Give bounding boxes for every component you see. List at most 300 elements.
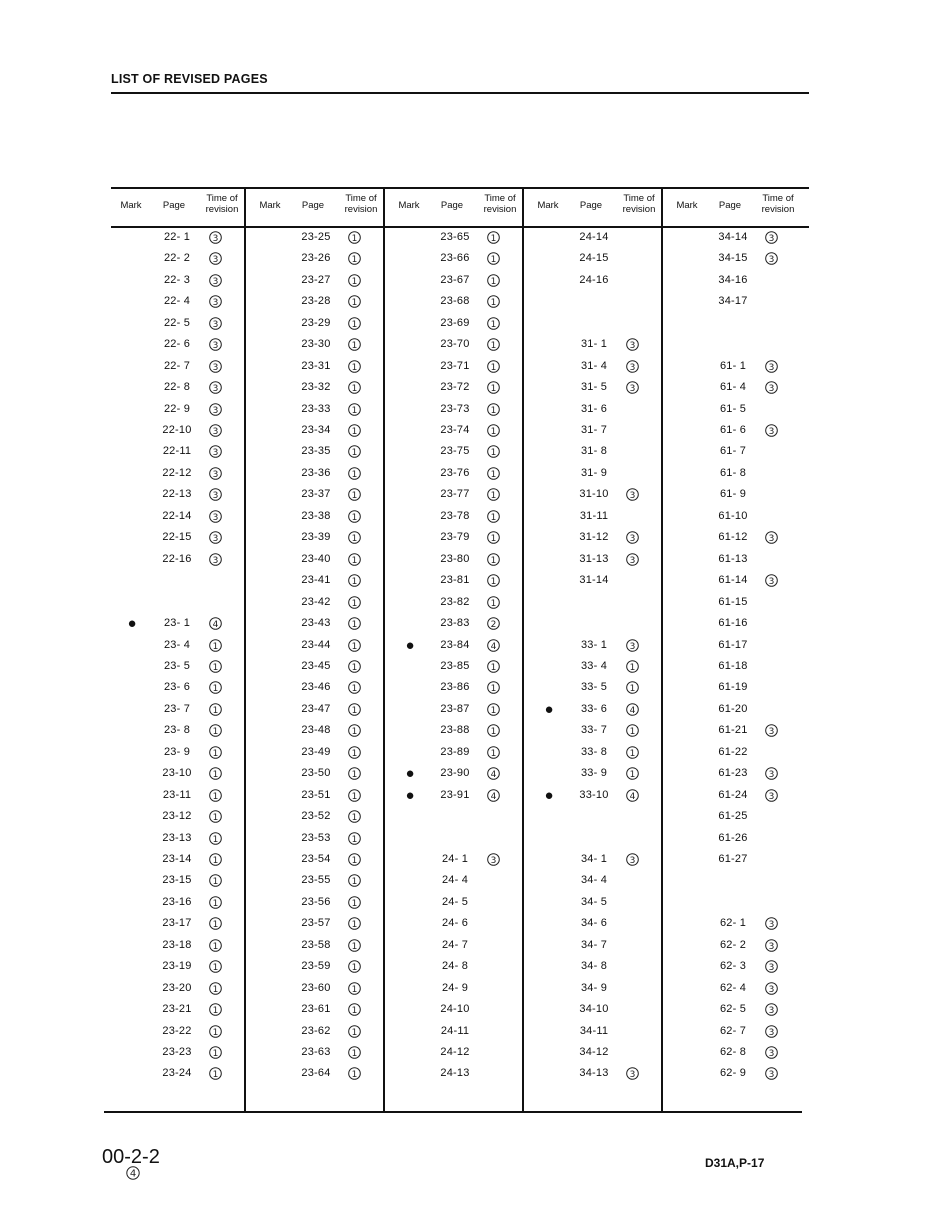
revision-number: 1 [351,619,358,630]
revision-symbol [348,1046,361,1059]
page-ref: 23-11 [162,789,192,801]
revision-number: 1 [351,1069,358,1080]
revision-symbol [487,445,500,458]
table-row [667,527,805,548]
revision-number: 3 [212,512,219,523]
page-ref: 31- 4 [580,360,608,372]
revision-number: 1 [351,362,358,373]
page-ref: 23-82 [440,596,470,608]
revision-symbol [348,810,361,823]
page-ref: 23-13 [162,832,192,844]
page-ref: 61- 8 [719,467,747,479]
revision-symbol [348,960,361,973]
page-ref: 23-55 [301,874,331,886]
page-ref: 23-65 [440,231,470,243]
table-row [389,549,527,570]
page-ref: 33- 7 [580,724,608,736]
page-ref: 23-63 [301,1046,331,1058]
table-row [389,656,527,677]
page-ref: 31- 5 [580,381,608,393]
header-page: Page [718,200,742,211]
column-block [528,187,666,1113]
revision-number: 3 [212,362,219,373]
table-row [667,828,805,849]
table-row [250,699,388,720]
page-ref: 23-83 [440,617,470,629]
revision-number: 1 [351,276,358,287]
table-row [528,913,666,934]
page-ref: 23-81 [440,574,470,586]
revision-number: 1 [490,598,497,609]
revision-symbol [765,531,778,544]
revision-symbol [765,424,778,437]
table-row [250,592,388,613]
page-ref: 24-10 [440,1003,470,1015]
table-row [667,377,805,398]
page-ref: 23-67 [440,274,470,286]
revision-number: 1 [351,533,358,544]
table-row [111,506,249,527]
page-ref: 22- 4 [163,295,191,307]
page-ref: 23-27 [301,274,331,286]
revision-symbol [487,724,500,737]
table-row [250,935,388,956]
revision-symbol [348,982,361,995]
revision-number: 1 [351,233,358,244]
page-ref: 62- 4 [719,982,747,994]
revision-number: 3 [212,276,219,287]
revision-number: 1 [490,383,497,394]
revision-number: 1 [212,834,219,845]
revision-number: 1 [351,919,358,930]
revision-number: 1 [351,876,358,887]
revision-number: 1 [629,683,636,694]
revision-number: 1 [212,855,219,866]
table-row [528,935,666,956]
table-row [528,785,666,806]
table-row [111,956,249,977]
revision-symbol [487,295,500,308]
page-ref: 23- 4 [163,639,191,651]
page-ref: 61-14 [718,574,748,586]
revision-number: 1 [490,362,497,373]
revision-number: 1 [351,469,358,480]
table-row [111,1063,249,1084]
page-ref: 33- 5 [580,681,608,693]
page-ref: 23-49 [301,746,331,758]
table-row [389,248,527,269]
table-row [528,956,666,977]
table-row [389,270,527,291]
page-ref: 23-74 [440,424,470,436]
page-ref: 61-18 [718,660,748,672]
table-row [111,270,249,291]
revision-symbol [626,360,639,373]
revision-symbol [209,810,222,823]
page-ref: 23-44 [301,639,331,651]
revision-number: 1 [212,641,219,652]
page-ref: 24-13 [440,1067,470,1079]
revision-symbol [348,424,361,437]
revision-symbol [209,617,222,630]
revision-symbol [626,338,639,351]
revision-symbol [209,853,222,866]
revision-number: 1 [629,662,636,673]
revision-symbol [348,1067,361,1080]
page-ref: 23-14 [162,853,192,865]
revision-symbol [765,1025,778,1038]
revision-symbol [348,1025,361,1038]
column-block [389,187,527,1113]
page-ref: 22- 1 [163,231,191,243]
revision-symbol [765,252,778,265]
page-ref: 62- 8 [719,1046,747,1058]
table-row [111,463,249,484]
revision-symbol [348,317,361,330]
page-ref: 34-15 [718,252,748,264]
table-row [528,270,666,291]
page-ref: 23- 5 [163,660,191,672]
table-row [389,677,527,698]
page-ref: 61-10 [718,510,748,522]
page-ref: 23-53 [301,832,331,844]
page-ref: 23-12 [162,810,192,822]
table-row [528,999,666,1020]
revision-symbol [209,403,222,416]
table-row [250,892,388,913]
page-ref: 61-12 [718,531,748,543]
revision-number: 1 [351,512,358,523]
table-row [250,635,388,656]
revision-symbol [348,360,361,373]
revision-number: 3 [212,426,219,437]
revision-symbol [348,488,361,501]
table-row [528,484,666,505]
revision-number: 1 [212,984,219,995]
revision-number: 1 [490,447,497,458]
table-row [528,399,666,420]
revised-pages-table [111,187,809,1113]
page-ref: 22-10 [162,424,192,436]
table-row [250,399,388,420]
revision-symbol [487,488,500,501]
revision-symbol [209,360,222,373]
page-ref: 61-22 [718,746,748,758]
table-row [250,656,388,677]
page-ref: 23-20 [162,982,192,994]
revision-number: 1 [351,1027,358,1038]
revision-number: 3 [629,1069,636,1080]
page-ref: 24-16 [579,274,609,286]
header-time-of-revision: Time of revision [622,193,656,215]
table-row [111,1021,249,1042]
table-row [250,549,388,570]
revision-number: 3 [768,1027,775,1038]
revision-number: 1 [351,576,358,587]
header-mark: Mark [537,200,559,211]
revision-number: 3 [212,469,219,480]
table-row [111,806,249,827]
page-ref: 61-27 [718,853,748,865]
column-block [250,187,388,1113]
page-ref: 23-90 [440,767,470,779]
revision-number: 1 [490,426,497,437]
page-ref: 23-57 [301,917,331,929]
revision-mark: ● [405,637,415,654]
revision-symbol [626,767,639,780]
page-ref: 23-19 [162,960,192,972]
revision-symbol [487,681,500,694]
page-ref: 23- 8 [163,724,191,736]
revision-symbol [487,789,500,802]
revision-symbol [626,789,639,802]
table-row [250,849,388,870]
revision-symbol [765,789,778,802]
table-row [528,699,666,720]
page-ref: 61-13 [718,553,748,565]
revision-symbol [348,639,361,652]
revision-number: 1 [351,791,358,802]
table-row [389,463,527,484]
table-row [528,527,666,548]
revision-number: 1 [490,276,497,287]
table-row [250,356,388,377]
revision-symbol [348,896,361,909]
table-row [250,999,388,1020]
page-ref: 22- 9 [163,403,191,415]
table-row [389,849,527,870]
revision-number: 1 [629,769,636,780]
table-row [528,720,666,741]
table-row [528,506,666,527]
table-row [111,892,249,913]
revision-number: 3 [768,533,775,544]
revision-number: 3 [212,533,219,544]
page-ref: 61-17 [718,639,748,651]
table-row [528,463,666,484]
table-row [250,677,388,698]
header-page: Page [440,200,464,211]
page-ref: 23-86 [440,681,470,693]
page-ref: 23-89 [440,746,470,758]
revision-number: 3 [768,362,775,373]
page-ref: 61-20 [718,703,748,715]
table-row [389,978,527,999]
page-ref: 34-10 [579,1003,609,1015]
revision-number: 3 [212,447,219,458]
revision-symbol [209,724,222,737]
page-ref: 24- 9 [441,982,469,994]
revision-number: 1 [351,812,358,823]
table-row [389,999,527,1020]
revision-number: 3 [212,383,219,394]
table-row [528,978,666,999]
revision-number: 1 [490,469,497,480]
table-row [111,720,249,741]
revision-number: 1 [212,919,219,930]
revision-number: 1 [490,662,497,673]
revision-number: 1 [212,941,219,952]
page-ref: 31-13 [579,553,609,565]
table-row [389,420,527,441]
revision-symbol [765,360,778,373]
revision-symbol [626,853,639,866]
table-row [250,742,388,763]
page-ref: 23-91 [440,789,470,801]
revision-number: 1 [351,748,358,759]
table-row [667,999,805,1020]
page-ref: 61-16 [718,617,748,629]
table-row [389,742,527,763]
revision-symbol [209,381,222,394]
header-time-of-revision: Time of revision [344,193,378,215]
revision-symbol [209,1025,222,1038]
page-ref: 23-72 [440,381,470,393]
revision-number: 1 [351,1005,358,1016]
page-ref: 23-33 [301,403,331,415]
revision-number: 1 [351,598,358,609]
page-ref: 61- 4 [719,381,747,393]
table-row [250,763,388,784]
page-ref: 31- 8 [580,445,608,457]
table-row [389,1042,527,1063]
revision-symbol [487,853,500,866]
header-mark: Mark [120,200,142,211]
revision-symbol [348,789,361,802]
header-mark: Mark [259,200,281,211]
table-row [250,570,388,591]
page-ref: 62- 9 [719,1067,747,1079]
table-row [250,270,388,291]
revision-symbol [765,724,778,737]
revision-symbol [487,360,500,373]
page-ref: 34- 8 [580,960,608,972]
revision-number: 1 [351,340,358,351]
page-ref: 31-10 [579,488,609,500]
title-rule [111,92,809,94]
page-ref: 23-54 [301,853,331,865]
table-row [667,785,805,806]
page-ref: 23-25 [301,231,331,243]
revision-number: 3 [629,383,636,394]
revision-symbol [487,403,500,416]
page-ref: 23-79 [440,531,470,543]
table-row [250,506,388,527]
page-ref: 23-32 [301,381,331,393]
revision-symbol [487,639,500,652]
page-ref: 22-13 [162,488,192,500]
revision-symbol [765,767,778,780]
revision-symbol [209,681,222,694]
revision-number: 1 [351,941,358,952]
revision-mark: ● [544,787,554,804]
page-ref: 23-68 [440,295,470,307]
revision-number: 3 [629,340,636,351]
table-row [667,291,805,312]
table-row [667,506,805,527]
revision-number: 1 [212,748,219,759]
page-ref: 23-29 [301,317,331,329]
page-ref: 22-12 [162,467,192,479]
table-row [111,356,249,377]
table-row [667,677,805,698]
table-row [667,806,805,827]
table-row [667,356,805,377]
table-row [667,270,805,291]
page-ref: 31-11 [579,510,609,522]
revision-number: 3 [768,941,775,952]
revision-symbol [487,381,500,394]
page-ref: 23-64 [301,1067,331,1079]
table-row [250,828,388,849]
revision-number: 4 [629,705,636,716]
table-row [250,334,388,355]
page-ref: 31- 6 [580,403,608,415]
table-row [111,999,249,1020]
table-row [528,377,666,398]
revision-number: 1 [351,984,358,995]
revision-symbol [348,767,361,780]
revision-symbol [348,681,361,694]
table-row [528,1021,666,1042]
revision-number: 1 [212,812,219,823]
page-ref: 23-48 [301,724,331,736]
table-row [528,570,666,591]
page-ref: 24-15 [579,252,609,264]
page-ref: 31-14 [579,574,609,586]
table-row [667,613,805,634]
page-ref: 23-52 [301,810,331,822]
revision-symbol [487,574,500,587]
table-row [389,592,527,613]
table-row [667,1021,805,1042]
revision-number: 1 [351,490,358,501]
revision-number: 1 [351,726,358,737]
revision-number: 4 [212,619,219,630]
page-ref: 61-15 [718,596,748,608]
revision-symbol [209,467,222,480]
revision-symbol [348,381,361,394]
table-row [667,720,805,741]
revision-number: 1 [351,426,358,437]
revision-symbol [348,832,361,845]
revision-symbol [209,488,222,501]
table-row [528,1063,666,1084]
table-row [389,785,527,806]
page-ref: 61- 6 [719,424,747,436]
page-ref: 23-75 [440,445,470,457]
page-ref: 61-21 [718,724,748,736]
header-page: Page [579,200,603,211]
page-ref: 23-26 [301,252,331,264]
revision-number: 1 [212,791,219,802]
revision-symbol [348,874,361,887]
table-row [250,913,388,934]
page-ref: 23-50 [301,767,331,779]
revision-symbol [209,960,222,973]
page-ref: 23-56 [301,896,331,908]
page-ref: 24- 7 [441,939,469,951]
table-row [111,935,249,956]
revision-number: 3 [629,555,636,566]
table-row [111,978,249,999]
page-number: 00-2-2 [102,1146,160,1168]
page-ref: 23-51 [301,789,331,801]
page-ref: 22- 3 [163,274,191,286]
page-ref: 23- 6 [163,681,191,693]
table-row [528,742,666,763]
revision-number: 1 [212,683,219,694]
